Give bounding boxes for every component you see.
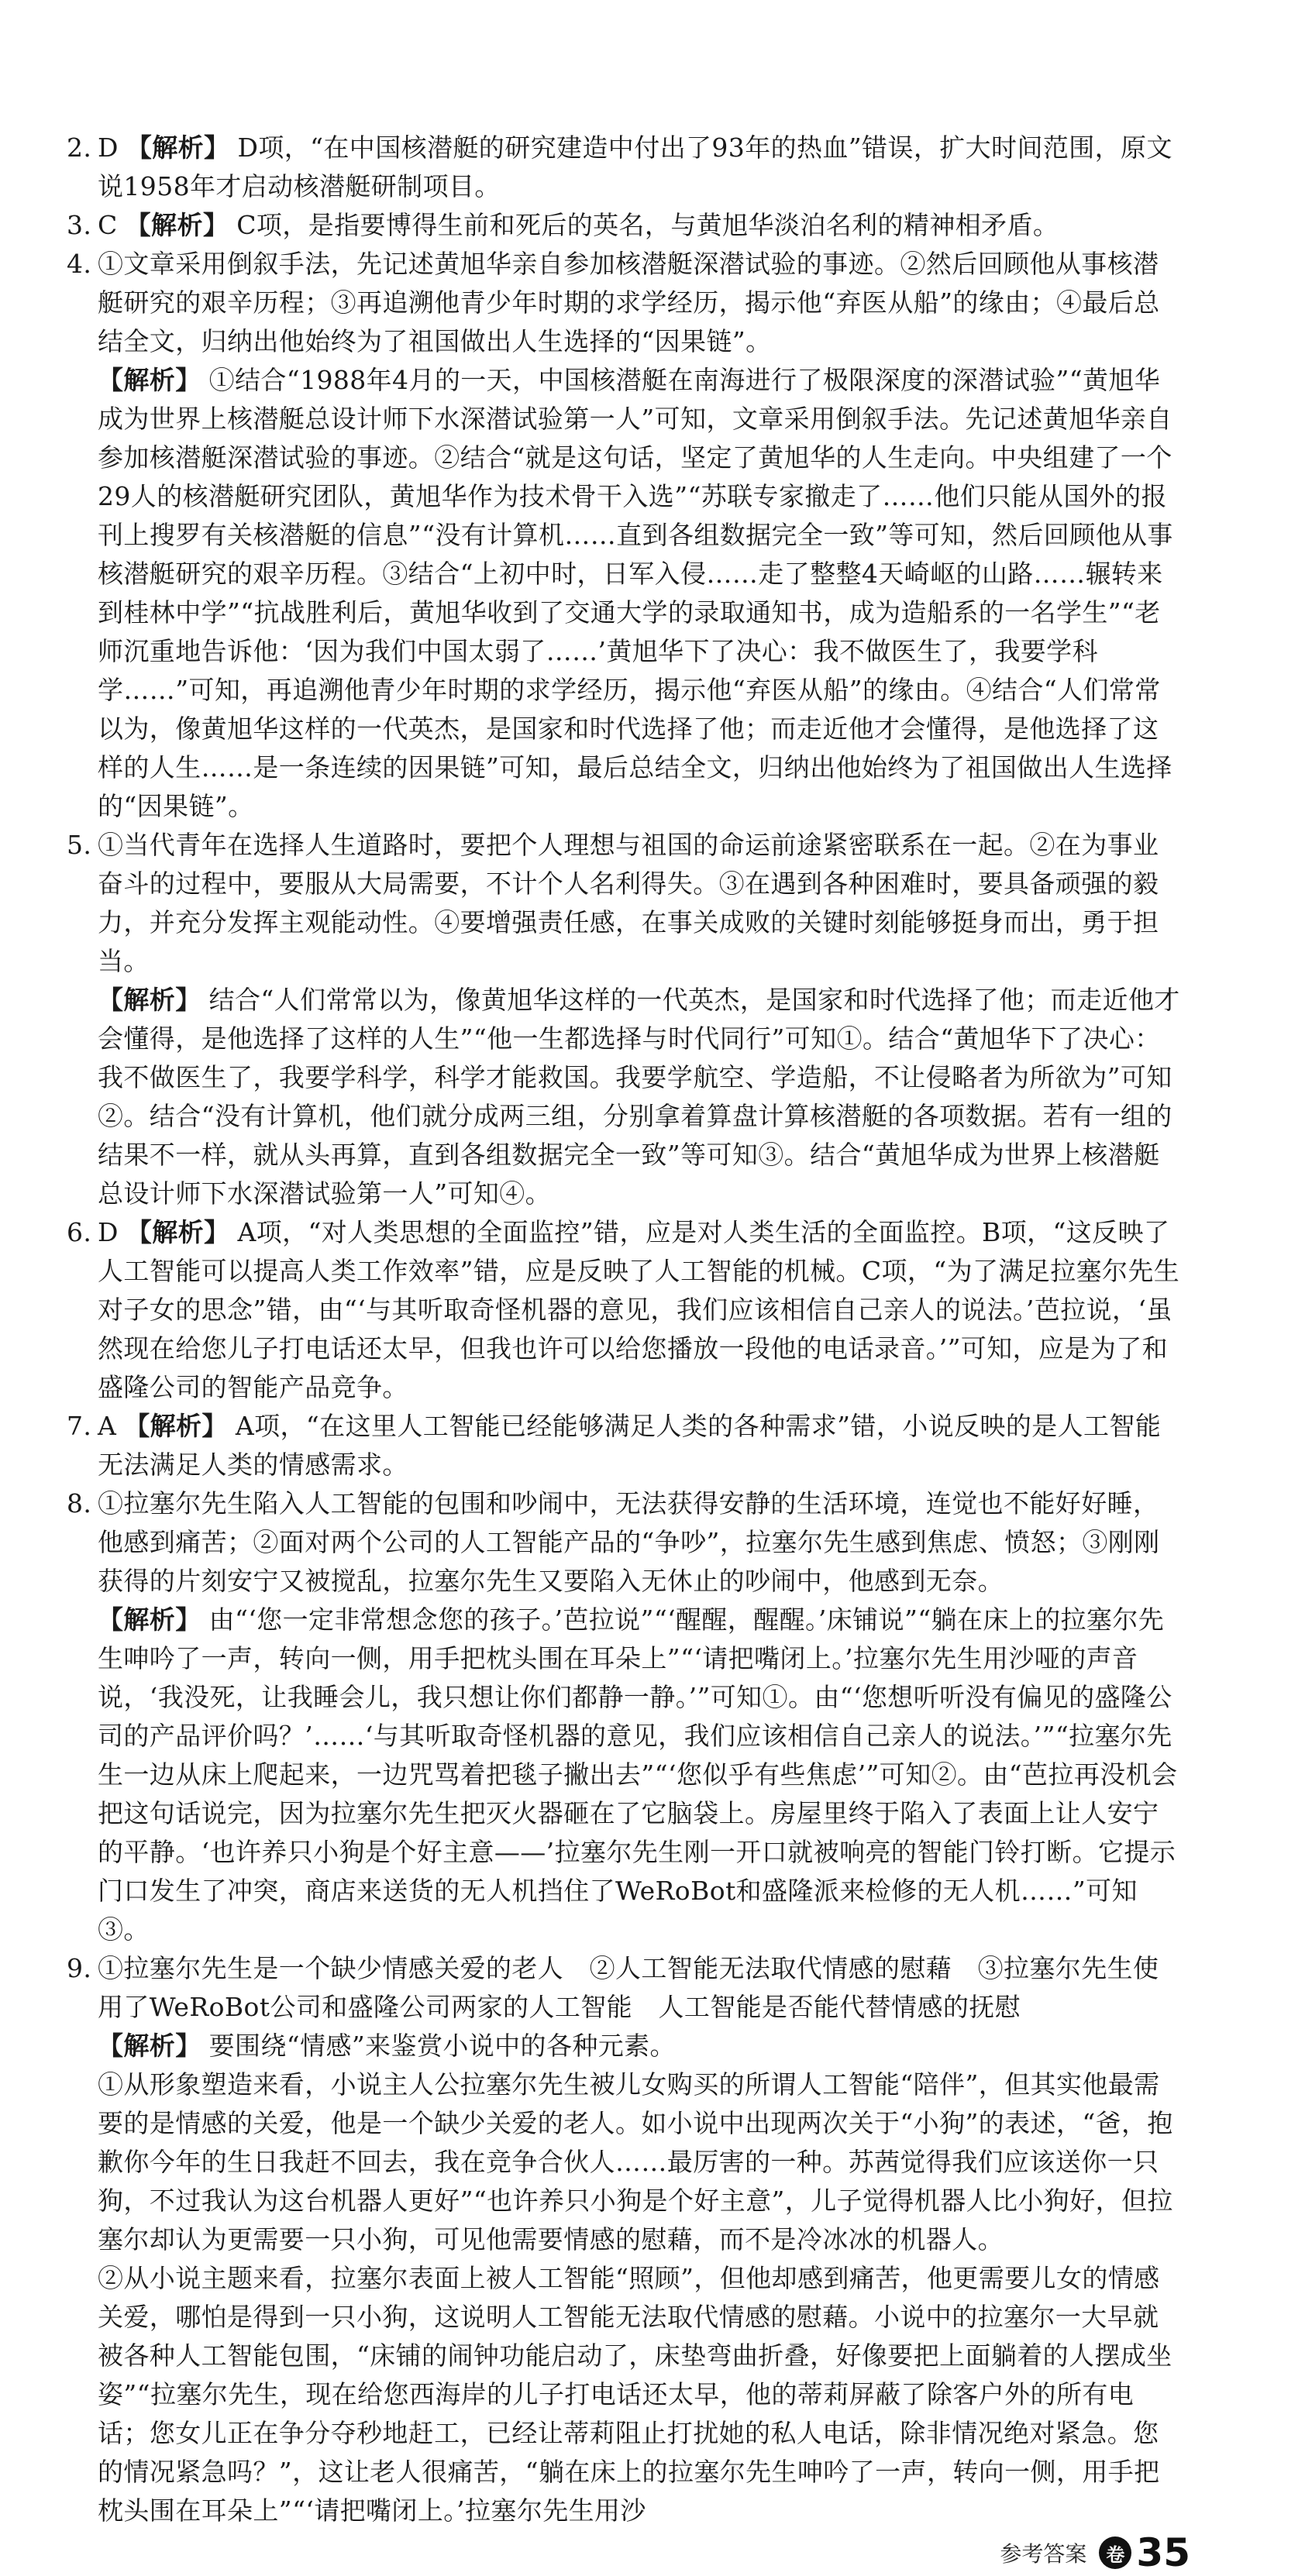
answer-choice: D (98, 132, 119, 163)
analysis-tag: 【解析】 (126, 1217, 230, 1247)
answer-item-4 (67, 245, 1183, 361)
analysis-text: 由“‘您一定非常想念您的孩子。’芭拉说”“‘醒醒，醒醒。’床铺说”“躺在床上的拉塞尔先生呻吟了一声，转向一侧，用手把枕头围在耳朵上”“‘请把嘴闭上。’拉塞尔先生用沙哑的声音说，‘我没死，让我睡会儿，我只想让你们都静一静。’”可知①。由“‘您想听听没有偏见的盛隆公司的产品评价吗？’……‘与其听取奇怪机器的意见，我们应该相信自己亲人的说法。’”“拉塞尔先生一边从床上爬起来，一边咒骂着把毯子撇出去”“‘您似乎有些焦虑’”可知②。由“芭拉再没机会把这句话说完，因为拉塞尔先生把灭火器砸在了它脑袋上。房屋里终于陷入了表面上让人安宁的平静。‘也许养只小狗是个好主意——’拉塞尔先生刚一开口就被响亮的智能门铃打断。它提示门口发生了冲突，商店来送货的无人机挡住了WeRoBot和盛隆派来检修的无人机……”可知③。 (98, 1604, 1178, 1945)
item-number: 4. (67, 249, 92, 279)
analysis-text: 要围绕“情感”来鉴赏小说中的各种元素。 (208, 2031, 676, 2061)
analysis-tag: 【解析】 (98, 365, 201, 395)
analysis-block-4 (98, 361, 1183, 826)
item-number: 5. (67, 830, 92, 860)
analysis-text: ①结合“1988年4月的一天，中国核潜艇在南海进行了极限深度的深潜试验”“黄旭华成为世界上核潜艇总设计师下水深潜试验第一人”可知，文章采用倒叙手法。先记述黄旭华亲自参加核潜艇深潜试验的事迹。②结合“就是这句话，坚定了黄旭华的人生走向。中央组建了一个29人的核潜艇研究团队，黄旭华作为技术骨干入选”“苏联专家撤走了……他们只能从国外的报刊上搜罗有关核潜艇的信息”“没有计算机……直到各组数据完全一致”等可知，然后回顾他从事核潜艇研究的艰辛历程。③结合“上初中时，日军入侵……走了整整4天崎岖的山路……辗转来到桂林中学”“抗战胜利后，黄旭华收到了交通大学的录取通知书，成为造船系的一名学生”“老师沉重地告诉他：‘因为我们中国太弱了……’黄旭华下了决心：我不做医生了，我要学科学……”可知，再追溯他青少年时期的求学经历，揭示他“弃医从船”的缘由。④结合“人们常常以为，像黄旭华这样的一代英杰，是国家和时代选择了他；而走近他才会懂得，是他选择了这样的人生……是一条连续的因果链”可知，最后总结全文，归纳出他始终为了祖国做出人生选择的“因果链”。 (98, 365, 1173, 821)
answer-choice: C (98, 210, 118, 240)
analysis-tag: 【解析】 (98, 1604, 201, 1635)
answer-item-8 (67, 1484, 1183, 1601)
analysis-block-9 (98, 2027, 1183, 2065)
answer-choice: D (98, 1217, 119, 1247)
answer-item-9 (67, 1949, 1183, 2027)
analysis-block-8 (98, 1601, 1183, 1949)
page-number: 35 (1136, 2530, 1190, 2575)
item-number: 7. (67, 1411, 92, 1441)
analysis-text: A项，“在这里人工智能已经能够满足人类的各种需求”错，小说反映的是人工智能无法满足人类的情感需求。 (98, 1411, 1162, 1480)
answer-item-7 (67, 1407, 1183, 1484)
analysis-tag: 【解析】 (124, 1411, 228, 1441)
analysis-tag: 【解析】 (98, 985, 201, 1015)
answer-item-2 (67, 129, 1183, 206)
item-number: 8. (67, 1488, 92, 1518)
footer-label: 参考答案 (1000, 2541, 1087, 2567)
analysis-text: C项，是指要博得生前和死后的英名，与黄旭华淡泊名利的精神相矛盾。 (236, 210, 1059, 240)
answer-item-5 (67, 826, 1183, 981)
analysis-text: 结合“人们常常以为，像黄旭华这样的一代英杰，是国家和时代选择了他；而走近他才会懂得，是他选择了这样的人生”“他一生都选择与时代同行”可知①。结合“黄旭华下了决心：我不做医生了，我要学科学，科学才能救国。我要学航空、学造船，不让侵略者为所欲为”可知②。结合“没有计算机，他们就分成两三组，分别拿着算盘计算核潜艇的各项数据。若有一组的结果不一样，就从头再算，直到各组数据完全一致”等可知③。结合“黄旭华成为世界上核潜艇总设计师下水深潜试验第一人”可知④。 (98, 985, 1180, 1209)
analysis-tag: 【解析】 (98, 2031, 201, 2061)
answer-text: ①当代青年在选择人生道路时，要把个人理想与祖国的命运前途紧密联系在一起。②在为事业奋斗的过程中，要服从大局需要，不计个人名利得失。③在遇到各种困难时，要具备顽强的毅力，并充分发挥主观能动性。④要增强责任感，在事关成败的关键时刻能够挺身而出，勇于担当。 (98, 830, 1159, 976)
answer-text: ①文章采用倒叙手法，先记述黄旭华亲自参加核潜艇深潜试验的事迹。②然后回顾他从事核潜艇研究的艰辛历程；③再追溯他青少年时期的求学经历，揭示他“弃医从船”的缘由；④最后总结全文，归纳出他始终为了祖国做出人生选择的“因果链”。 (98, 249, 1160, 356)
analysis-block-5 (98, 981, 1183, 1213)
item-number: 2. (67, 132, 92, 163)
answer-item-3 (67, 206, 1183, 245)
answer-text: ①拉塞尔先生陷入人工智能的包围和吵闹中，无法获得安静的生活环境，连觉也不能好好睡，他感到痛苦；②面对两个公司的人工智能产品的“争吵”，拉塞尔先生感到焦虑、愤怒；③刚刚获得的片刻安宁又被搅乱，拉塞尔先生又要陷入无休止的吵闹中，他感到无奈。 (98, 1488, 1160, 1596)
analysis-text: A项，“对人类思想的全面监控”错，应是对人类生活的全面监控。B项，“这反映了人工智能可以提高人类工作效率”错，应是反映了人工智能的机械。C项，“为了满足拉塞尔先生对子女的思念”错，由“‘与其听取奇怪机器的意见，我们应该相信自己亲人的说法。’芭拉说，‘虽然现在给您儿子打电话还太早，但我也许可以给您播放一段他的电话录音。’”可知，应是为了和盛隆公司的智能产品竞争。 (98, 1217, 1180, 1402)
analysis-tag: 【解析】 (126, 132, 230, 163)
answer-choice: A (98, 1411, 117, 1441)
analysis-paragraph: ①从形象塑造来看，小说主人公拉塞尔先生被儿女购买的所谓人工智能“陪伴”，但其实他最需要的是情感的关爱，他是一个缺少关爱的老人。如小说中出现两次关于“小狗”的表述，“爸，抱歉你今年的生日我赶不回去，我在竞争合伙人……最厉害的一种。苏茜觉得我们应该送你一只狗，不过我认为这台机器人更好”“也许养只小狗是个好主意”，儿子觉得机器人比小狗好，但拉塞尔却认为更需要一只小狗，可见他需要情感的慰藉，而不是冷冰冰的机器人。 (98, 2069, 1173, 2254)
volume-badge: 卷 (1099, 2536, 1131, 2569)
answer-key-content (67, 129, 1183, 2530)
analysis-tag: 【解析】 (125, 210, 229, 240)
analysis-text: D项，“在中国核潜艇的研究建造中付出了93年的热血”错误，扩大时间范围，原文说1958年才启动核潜艇研制项目。 (98, 132, 1172, 201)
item-number: 6. (67, 1217, 92, 1247)
page-footer (1000, 2530, 1190, 2576)
analysis-paragraph: ②从小说主题来看，拉塞尔表面上被人工智能“照顾”，但他却感到痛苦，他更需要儿女的情感关爱，哪怕是得到一只小狗，这说明人工智能无法取代情感的慰藉。小说中的拉塞尔一大早就被各种人工智能包围，“床铺的闹钟功能启动了，床垫弯曲折叠，好像要把上面躺着的人摆成坐姿”“拉塞尔先生，现在给您西海岸的儿子打电话还太早，他的蒂莉屏蔽了除客户外的所有电话；您女儿正在争分夺秒地赶工，已经让蒂莉阻止打扰她的私人电话，除非情况绝对紧急。您的情况紧急吗？”，这让老人很痛苦，“躺在床上的拉塞尔先生呻吟了一声，转向一侧，用手把枕头围在耳朵上”“‘请把嘴闭上。’拉塞尔先生用沙 (98, 2263, 1172, 2526)
answer-text: ①拉塞尔先生是一个缺少情感关爱的老人 ②人工智能无法取代情感的慰藉 ③拉塞尔先生使用了WeRoBot公司和盛隆公司两家的人工智能 人工智能是否能代替情感的抚慰 (98, 1953, 1159, 2022)
item-number: 3. (67, 210, 92, 240)
item-number: 9. (67, 1953, 92, 1983)
answer-item-6 (67, 1213, 1183, 1407)
